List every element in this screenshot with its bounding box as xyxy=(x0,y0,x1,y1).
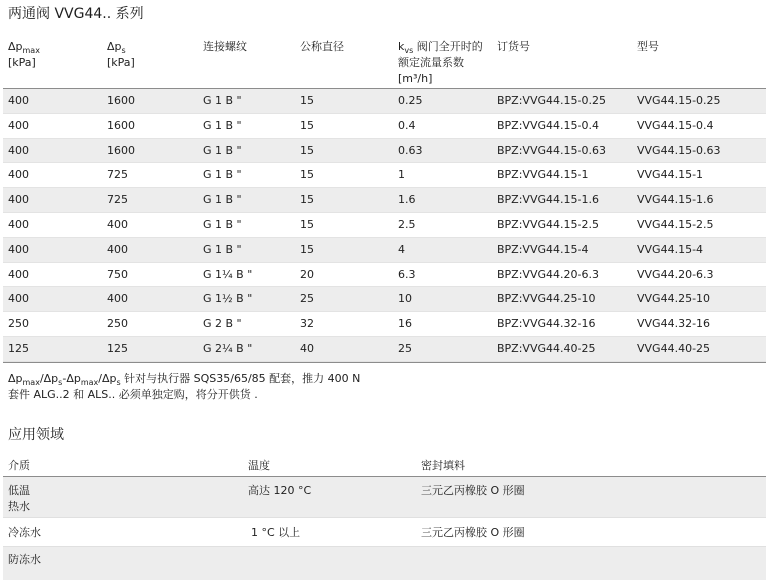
cell-dp-max: 400 xyxy=(8,143,29,157)
cell-nominal-diameter: 15 xyxy=(300,242,314,256)
cell-nominal-diameter: 40 xyxy=(300,342,314,355)
cell-nominal-diameter: 15 xyxy=(300,193,314,207)
cell-dp-s: 400 xyxy=(107,242,128,256)
cell-thread: G 1 B " xyxy=(203,94,242,107)
note-part: /Δp xyxy=(39,372,59,385)
cell-type-code: VVG44.40-25 xyxy=(637,342,711,355)
valve-row xyxy=(3,114,766,139)
valve-row xyxy=(3,188,766,213)
cell-nominal-diameter: 25 xyxy=(300,292,314,306)
header-dp-max-unit: [kPa] xyxy=(8,56,36,69)
cell-order-number: BPZ:VVG44.25-10 xyxy=(497,292,596,306)
cell-dp-s: 400 xyxy=(107,292,128,306)
note-accessories: 套件 ALG..2 和 ALS.. 必须单独定购，将分开供货 . xyxy=(8,388,258,401)
cell-dp-s: 750 xyxy=(107,267,128,281)
cell-kvs: 16 xyxy=(398,317,412,331)
cell-medium: 防冻水 xyxy=(8,553,41,566)
valve-row xyxy=(3,287,766,312)
valve-table-body xyxy=(3,89,766,362)
header-temperature: 温度 xyxy=(248,459,270,472)
cell-dp-max: 400 xyxy=(8,94,29,107)
cell-medium: 冷冻水 xyxy=(8,526,41,539)
valve-row xyxy=(3,312,766,337)
cell-thread: G 2 B " xyxy=(203,317,242,331)
cell-type-code: VVG44.15-1.6 xyxy=(637,193,714,207)
valve-row xyxy=(3,238,766,263)
medium-line: 低温 xyxy=(8,484,30,497)
note-part: 针对与执行器 SQS35/65/85 配套，推力 400 N xyxy=(120,372,361,385)
note-subscript: max xyxy=(80,378,99,387)
application-row xyxy=(3,517,766,546)
header-kvs-line1: 阀门全开时的 xyxy=(413,40,483,53)
cell-kvs: 4 xyxy=(398,242,405,256)
cell-seal: 三元乙丙橡胶 O 形圈 xyxy=(421,526,525,539)
cell-kvs: 0.25 xyxy=(398,94,423,107)
cell-nominal-diameter: 15 xyxy=(300,218,314,231)
header-dp-max xyxy=(8,39,40,71)
application-row xyxy=(3,546,766,580)
medium-line: 热水 xyxy=(8,500,30,513)
valve-row xyxy=(3,89,766,114)
cell-nominal-diameter: 15 xyxy=(300,143,314,157)
note-subscript: max xyxy=(22,378,40,387)
cell-thread: G 1 B " xyxy=(203,143,242,157)
cell-nominal-diameter: 20 xyxy=(300,267,314,281)
cell-kvs: 0.63 xyxy=(398,143,423,157)
cell-kvs: 0.4 xyxy=(398,118,416,132)
cell-thread: G 1 B " xyxy=(203,242,242,256)
cell-nominal-diameter: 32 xyxy=(300,317,314,331)
header-dp-s xyxy=(107,39,135,71)
note-pressure xyxy=(8,371,360,387)
note-part: -Δp xyxy=(62,372,81,385)
header-dp-max-symbol: Δp xyxy=(8,40,23,53)
cell-order-number: BPZ:VVG44.15-0.4 xyxy=(497,118,599,132)
header-kvs-subscript: vs xyxy=(404,46,414,55)
cell-dp-s: 400 xyxy=(107,218,128,231)
cell-thread: G 1 B " xyxy=(203,168,242,182)
application-row xyxy=(3,477,766,517)
cell-kvs: 6.3 xyxy=(398,267,416,281)
note-part: Δp xyxy=(8,372,23,385)
cell-dp-max: 400 xyxy=(8,218,29,231)
cell-seal: 三元乙丙橡胶 O 形圈 xyxy=(421,484,525,497)
header-seal: 密封填料 xyxy=(421,459,465,472)
cell-type-code: VVG44.25-10 xyxy=(637,292,711,306)
cell-dp-max: 400 xyxy=(8,242,29,256)
cell-dp-s: 1600 xyxy=(107,94,135,107)
application-table-header xyxy=(3,458,766,477)
cell-kvs: 1 xyxy=(398,168,405,182)
cell-type-code: VVG44.15-0.25 xyxy=(637,94,721,107)
cell-order-number: BPZ:VVG44.15-0.63 xyxy=(497,143,606,157)
cell-dp-max: 400 xyxy=(8,168,29,182)
cell-thread: G 2¼ B " xyxy=(203,342,253,355)
header-dp-s-subscript: s xyxy=(121,46,126,55)
cell-type-code: VVG44.15-0.63 xyxy=(637,143,721,157)
cell-order-number: BPZ:VVG44.15-1 xyxy=(497,168,589,182)
cell-dp-s: 125 xyxy=(107,342,128,355)
cell-order-number: BPZ:VVG44.40-25 xyxy=(497,342,596,355)
note-subscript: s xyxy=(116,378,121,387)
cell-nominal-diameter: 15 xyxy=(300,168,314,182)
cell-type-code: VVG44.15-1 xyxy=(637,168,704,182)
note-part: /Δp xyxy=(98,372,117,385)
cell-order-number: BPZ:VVG44.15-2.5 xyxy=(497,218,599,231)
cell-dp-max: 400 xyxy=(8,118,29,132)
cell-order-number: BPZ:VVG44.15-1.6 xyxy=(497,193,599,207)
cell-dp-max: 400 xyxy=(8,193,29,207)
header-kvs-line2: 额定流量系数 xyxy=(398,56,464,69)
header-dp-s-symbol: Δp xyxy=(107,40,122,53)
cell-temperature: 1 °C 以上 xyxy=(251,526,301,539)
valve-row xyxy=(3,163,766,188)
header-thread: 连接螺纹 xyxy=(203,40,247,53)
cell-order-number: BPZ:VVG44.20-6.3 xyxy=(497,267,599,281)
note-subscript: s xyxy=(58,378,63,387)
header-kvs xyxy=(398,39,483,87)
table-bottom-divider xyxy=(3,362,766,363)
cell-dp-s: 1600 xyxy=(107,143,135,157)
cell-type-code: VVG44.20-6.3 xyxy=(637,267,714,281)
valve-row xyxy=(3,213,766,238)
header-order-number: 订货号 xyxy=(497,40,530,53)
cell-nominal-diameter: 15 xyxy=(300,94,314,107)
header-dp-max-subscript: max xyxy=(22,46,40,55)
cell-nominal-diameter: 15 xyxy=(300,118,314,132)
cell-dp-max: 250 xyxy=(8,317,29,331)
section-heading-application: 应用领域 xyxy=(8,427,64,443)
cell-type-code: VVG44.15-0.4 xyxy=(637,118,714,132)
header-kvs-unit: [m³/h] xyxy=(398,72,433,85)
cell-order-number: BPZ:VVG44.15-0.25 xyxy=(497,94,606,107)
cell-kvs: 2.5 xyxy=(398,218,416,231)
valve-row xyxy=(3,337,766,362)
cell-thread: G 1¼ B " xyxy=(203,267,253,281)
cell-type-code: VVG44.15-2.5 xyxy=(637,218,714,231)
cell-dp-max: 125 xyxy=(8,342,29,355)
cell-dp-s: 250 xyxy=(107,317,128,331)
cell-thread: G 1½ B " xyxy=(203,292,253,306)
header-dp-s-unit: [kPa] xyxy=(107,56,135,69)
cell-medium xyxy=(8,483,30,515)
cell-dp-max: 400 xyxy=(8,292,29,306)
cell-dp-max: 400 xyxy=(8,267,29,281)
cell-dp-s: 725 xyxy=(107,168,128,182)
cell-thread: G 1 B " xyxy=(203,118,242,132)
header-medium: 介质 xyxy=(8,459,30,472)
cell-order-number: BPZ:VVG44.15-4 xyxy=(497,242,589,256)
cell-thread: G 1 B " xyxy=(203,193,242,207)
cell-kvs: 1.6 xyxy=(398,193,416,207)
cell-type-code: VVG44.32-16 xyxy=(637,317,711,331)
cell-temperature: 高达 120 °C xyxy=(248,484,312,497)
page-title: 两通阀 VVG44.. 系列 xyxy=(8,6,144,22)
header-kvs-symbol: k xyxy=(398,40,405,53)
valve-row xyxy=(3,263,766,288)
cell-thread: G 1 B " xyxy=(203,218,242,231)
header-nominal-diameter: 公称直径 xyxy=(300,40,344,53)
cell-order-number: BPZ:VVG44.32-16 xyxy=(497,317,596,331)
cell-type-code: VVG44.15-4 xyxy=(637,242,704,256)
header-type: 型号 xyxy=(637,40,659,53)
cell-dp-s: 1600 xyxy=(107,118,135,132)
cell-kvs: 25 xyxy=(398,342,412,355)
cell-dp-s: 725 xyxy=(107,193,128,207)
valve-row xyxy=(3,139,766,164)
cell-kvs: 10 xyxy=(398,292,412,306)
valve-table-header xyxy=(3,39,766,88)
